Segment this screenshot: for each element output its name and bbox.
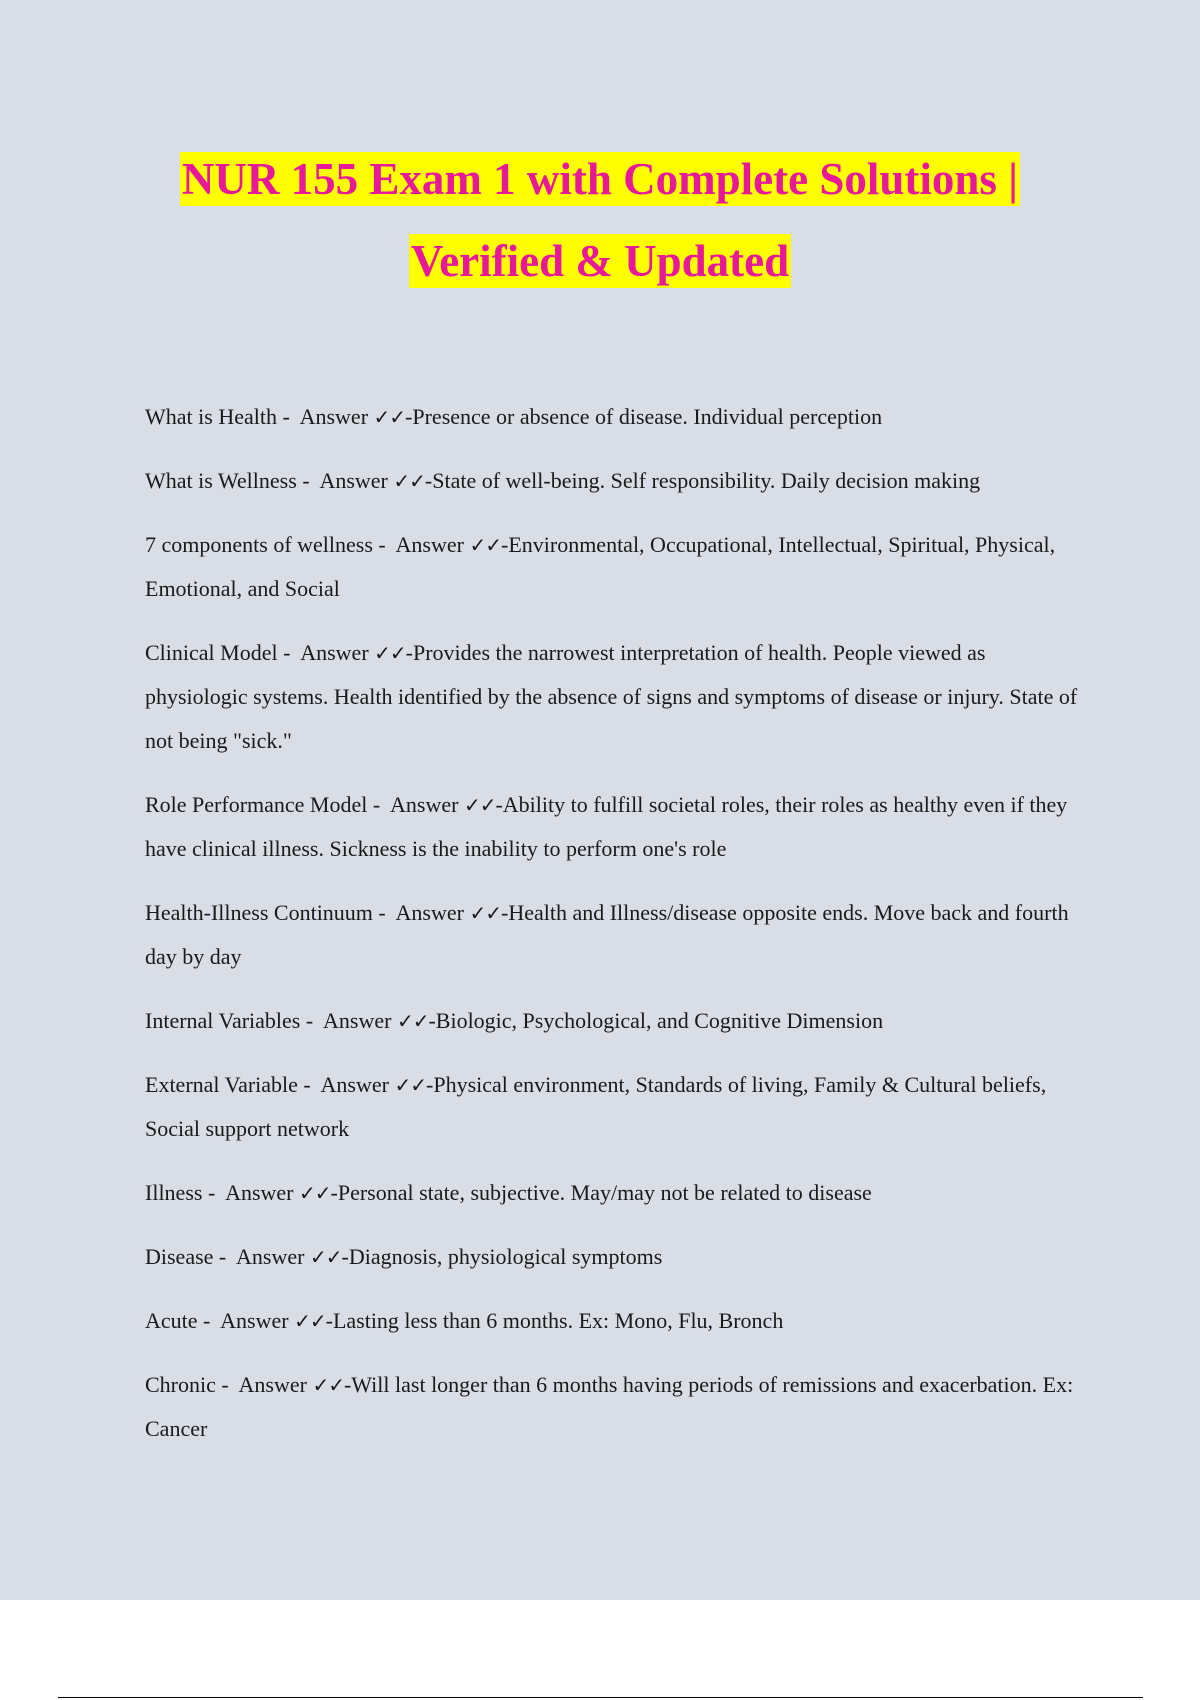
qa-item: Chronic - Answer ✓✓-Will last longer than 6 months having periods of remissions and exacerbation. Ex: Cancer: [145, 1372, 1074, 1441]
answer-label: Answer: [220, 1308, 289, 1333]
qa-term: Acute: [145, 1308, 198, 1333]
qa-item: External Variable - Answer ✓✓-Physical environment, Standards of living, Family & Cultural beliefs, Social support network: [145, 1072, 1047, 1141]
qa-list: [145, 395, 1080, 1471]
qa-item: Disease - Answer ✓✓-Diagnosis, physiological symptoms: [145, 1244, 663, 1269]
qa-item: Acute - Answer ✓✓-Lasting less than 6 months. Ex: Mono, Flu, Bronch: [145, 1308, 784, 1333]
footer-divider: [58, 1697, 1143, 1698]
qa-item: Health-Illness Continuum - Answer ✓✓-Health and Illness/disease opposite ends. Move back and fourth day by day: [145, 900, 1069, 969]
double-check-icon: ✓✓: [463, 793, 496, 817]
qa-term: External Variable: [145, 1072, 298, 1097]
qa-answer: Physical environment, Standards of living, Family & Cultural beliefs, Social support network: [145, 1072, 1047, 1141]
double-check-icon: ✓✓: [469, 901, 501, 925]
qa-item: What is Health - Answer ✓✓-Presence or absence of disease. Individual perception: [145, 404, 883, 429]
qa-term: 7 components of wellness: [145, 532, 373, 557]
qa-item: Role Performance Model - Answer ✓✓-Ability to fulfill societal roles, their roles as healthy even if they have clinical illness. Sickness is the inability to perform one's role: [145, 792, 1068, 861]
double-check-icon: ✓✓: [294, 1309, 326, 1333]
answer-label: Answer: [299, 404, 369, 429]
qa-item: Clinical Model - Answer ✓✓-Provides the narrowest interpretation of health. People viewed as physiologic systems. Health identified by the absence of signs and symptoms of disease or injury. State of not being "sick.": [145, 640, 1078, 753]
double-check-icon: ✓✓: [469, 533, 501, 557]
qa-term: Health-Illness Continuum: [145, 900, 373, 925]
answer-label: Answer: [319, 468, 388, 493]
qa-answer: Environmental, Occupational, Intellectual, Spiritual, Physical, Emotional, and Social: [145, 532, 1056, 601]
double-check-icon: ✓✓: [312, 1373, 344, 1397]
answer-label: Answer: [236, 1244, 305, 1269]
qa-term: Clinical Model: [145, 640, 278, 665]
answer-label: Answer: [395, 532, 464, 557]
title-line-2: Verified & Updated: [410, 236, 790, 286]
double-check-icon: ✓✓: [373, 405, 406, 429]
answer-label: Answer: [300, 640, 369, 665]
qa-term: Disease: [145, 1244, 214, 1269]
qa-answer: Diagnosis, physiological symptoms: [348, 1244, 663, 1269]
answer-label: Answer: [320, 1072, 389, 1097]
qa-answer: Will last longer than 6 months having periods of remissions and exacerbation. Ex: Cancer: [145, 1372, 1074, 1441]
qa-answer: Lasting less than 6 months. Ex: Mono, Flu, Bronch: [332, 1308, 784, 1333]
qa-item: Illness - Answer ✓✓-Personal state, subjective. May/may not be related to disease: [145, 1180, 872, 1205]
qa-answer: State of well-being. Self responsibility. Daily decision making: [432, 468, 981, 493]
qa-answer: Provides the narrowest interpretation of health. People viewed as physiologic systems. Health identified by the absence of signs and symptoms of disease or injury. State of not being "sick.": [145, 640, 1078, 753]
qa-answer: Health and Illness/disease opposite ends. Move back and fourth day by day: [145, 900, 1069, 969]
qa-term: Illness: [145, 1180, 203, 1205]
qa-term: What is Health: [145, 404, 277, 429]
answer-label: Answer: [395, 900, 464, 925]
qa-answer: Presence or absence of disease. Individual perception: [412, 404, 883, 429]
qa-term: What is Wellness: [145, 468, 297, 493]
qa-answer: Ability to fulfill societal roles, their roles as healthy even if they have clinical illness. Sickness is the inability to perform one's role: [145, 792, 1068, 861]
document-title: [0, 138, 1200, 302]
double-check-icon: ✓✓: [393, 469, 425, 493]
qa-answer: Biologic, Psychological, and Cognitive Dimension: [435, 1008, 884, 1033]
title-line-1: NUR 155 Exam 1 with Complete Solutions |: [181, 154, 1019, 204]
qa-item: 7 components of wellness - Answer ✓✓-Environmental, Occupational, Intellectual, Spiritual, Physical, Emotional, and Social: [145, 532, 1056, 601]
answer-label: Answer: [390, 792, 459, 817]
qa-term: Role Performance Model: [145, 792, 368, 817]
double-check-icon: ✓✓: [396, 1009, 429, 1033]
double-check-icon: ✓✓: [299, 1181, 331, 1205]
qa-item: What is Wellness - Answer ✓✓-State of well-being. Self responsibility. Daily decision making: [145, 468, 981, 493]
qa-term: Chronic: [145, 1372, 216, 1397]
qa-term: Internal Variables: [145, 1008, 301, 1033]
double-check-icon: ✓✓: [309, 1245, 342, 1269]
answer-label: Answer: [225, 1180, 294, 1205]
double-check-icon: ✓✓: [374, 641, 406, 665]
qa-answer: Personal state, subjective. May/may not be related to disease: [337, 1180, 872, 1205]
qa-item: Internal Variables - Answer ✓✓-Biologic, Psychological, and Cognitive Dimension: [145, 1008, 884, 1033]
answer-label: Answer: [323, 1008, 392, 1033]
answer-label: Answer: [238, 1372, 307, 1397]
double-check-icon: ✓✓: [394, 1073, 426, 1097]
